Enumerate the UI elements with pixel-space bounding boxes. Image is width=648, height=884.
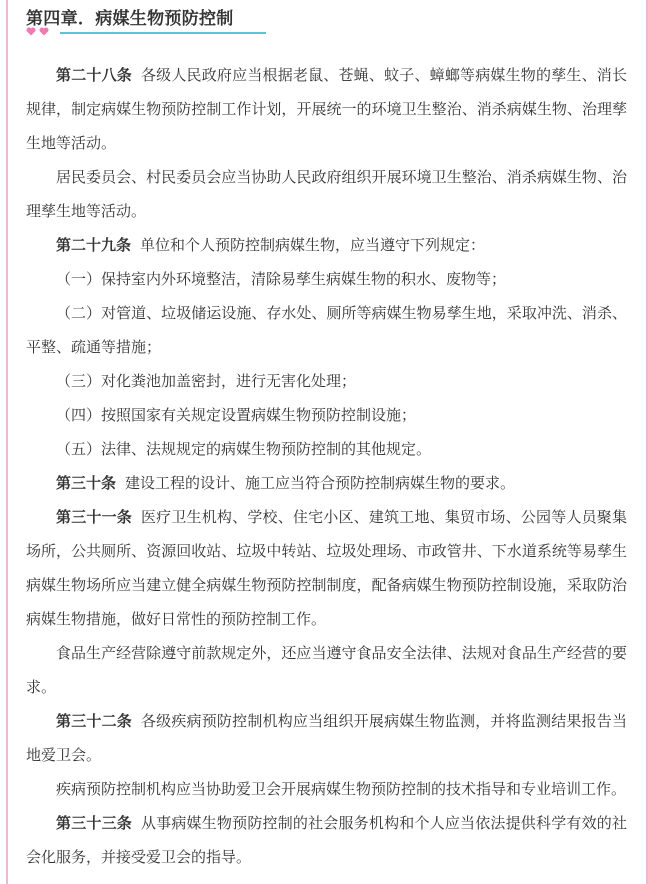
paragraph-text: 居民委员会、村民委员会应当协助人民政府组织开展环境卫生整治、消杀病媒生物、治理孳生地等活动。 [26, 168, 627, 220]
paragraph-text: 从事病媒生物预防控制的社会服务机构和个人应当依法提供科学有效的社会化服务，并接受爱卫会的指导。 [26, 814, 627, 866]
article-number: 第三十二条 [56, 712, 132, 730]
paragraph [26, 228, 627, 262]
paragraph [26, 58, 627, 160]
paragraph-text: （五）法律、法规规定的病媒生物预防控制的其他规定。 [56, 440, 432, 458]
paragraph [26, 466, 627, 500]
paragraph-text: （三）对化粪池加盖密封，进行无害化处理； [56, 372, 357, 390]
list-item [26, 296, 627, 364]
paragraph [26, 806, 627, 874]
paragraph-text: 各级疾病预防控制机构应当组织开展病媒生物监测，并将监测结果报告当地爱卫会。 [26, 712, 627, 764]
paragraph-text: 建设工程的设计、施工应当符合预防控制病媒生物的要求。 [125, 474, 516, 492]
chapter-body [26, 58, 627, 874]
page-frame-left [6, 0, 8, 884]
heart-icon [26, 27, 36, 36]
title-underline [60, 32, 266, 34]
paragraph-text: 单位和个人预防控制病媒生物，应当遵守下列规定： [140, 236, 486, 254]
article-number: 第二十八条 [56, 66, 132, 84]
paragraph [26, 500, 627, 636]
heart-decoration [26, 27, 49, 39]
paragraph-text: 各级人民政府应当根据老鼠、苍蝇、蚊子、蟑螂等病媒生物的孳生、消长规律，制定病媒生物预防控制工作计划，开展统一的环境卫生整治、消杀病媒生物、治理孳生地等活动。 [26, 66, 627, 152]
article-number: 第三十条 [56, 474, 117, 492]
heart-icon [39, 27, 49, 36]
paragraph-text: （二）对管道、垃圾储运设施、存水处、厕所等病媒生物易孳生地，采取冲洗、消杀、平整、疏通等措施； [26, 304, 627, 356]
paragraph-text: 疾病预防控制机构应当协助爱卫会开展病媒生物预防控制的技术指导和专业培训工作。 [56, 780, 627, 798]
paragraph-text: （一）保持室内外环境整洁，清除易孳生病媒生物的积水、废物等； [56, 270, 507, 288]
list-item [26, 398, 627, 432]
chapter-title: 第四章．病媒生物预防控制 [26, 9, 234, 29]
article-number: 第三十一条 [56, 508, 132, 526]
paragraph [26, 704, 627, 772]
paragraph [26, 772, 627, 806]
paragraph-text: （四）按照国家有关规定设置病媒生物预防控制设施； [56, 406, 417, 424]
chapter-header [24, 0, 624, 40]
paragraph [26, 636, 627, 704]
list-item [26, 364, 627, 398]
paragraph-text: 食品生产经营除遵守前款规定外，还应当遵守食品安全法律、法规对食品生产经营的要求。 [26, 644, 627, 696]
list-item [26, 262, 627, 296]
article-number: 第二十九条 [56, 236, 132, 254]
paragraph [26, 160, 627, 228]
list-item [26, 432, 627, 466]
paragraph-text: 医疗卫生机构、学校、住宅小区、建筑工地、集贸市场、公园等人员聚集场所，公共厕所、资源回收站、垃圾中转站、垃圾处理场、市政管井、下水道系统等易孳生病媒生物场所应当建立健全病媒生物预防控制制度，配备病媒生物预防控制设施，采取防治病媒生物措施，做好日常性的预防控制工作。 [26, 508, 627, 628]
article-number: 第三十三条 [56, 814, 132, 832]
